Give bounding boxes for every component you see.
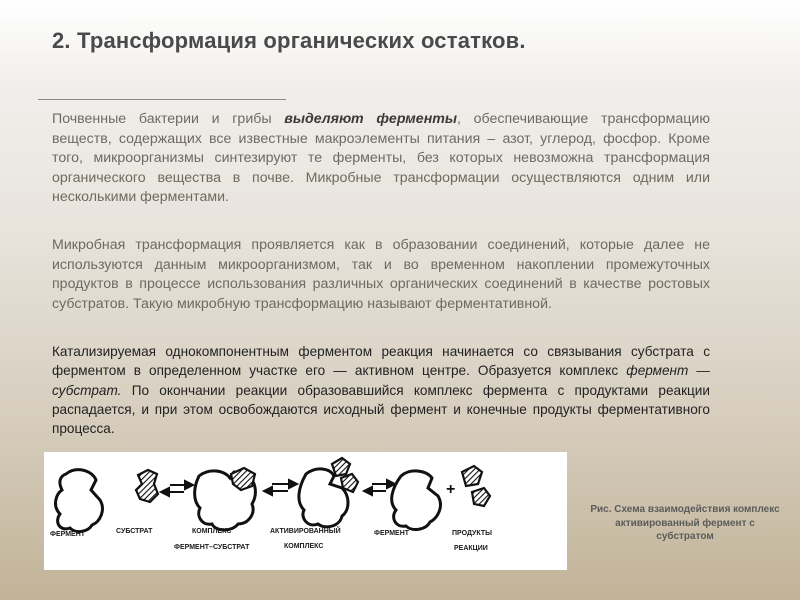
released-enzyme-shape <box>392 471 441 530</box>
activated-product-a <box>332 458 350 476</box>
paragraph-1-end: , обеспечивающие трансформацию веществ, содержащих все известные макроэлементы питания – азот, углерод, фосфор. Кроме того, микроорганизмы синтезируют те ферменты, без которых невозможна трансформация органического вещества в почве. Микробные трансформации осуществляются одним или несколькими ферментами. <box>52 111 711 205</box>
figure-caption: Рис. Схема взаимодействия комплекс активированный фермент с субстратом <box>590 504 780 542</box>
paragraph-3-emphasis: фермент — субстрат. <box>52 363 710 398</box>
diagram-svg <box>44 452 567 570</box>
paragraph-3-end: По окончании реакции образовавшийся комплекс фермента с продуктами реакции распадается, и при этом освобождаются исходный фермент и конечные продукты ферментативного процесса. <box>52 382 710 437</box>
plus-sign: + <box>446 481 456 498</box>
paragraph-2: Микробная трансформация проявляется как в образовании соединений, которые далее не используются данным микроорганизмом, так и во временном накоплении промежуточных продуктов в процессе использования различных органических соединений в качестве ростовых субстратов. Такую микробную трансформацию называют ферментативной. <box>52 237 710 312</box>
reversible-arrow-1 <box>161 481 193 496</box>
paragraph-1-start: Почвенные бактерии и грибы <box>52 111 285 127</box>
product-a-shape <box>462 466 482 486</box>
reversible-arrow-3 <box>364 480 395 495</box>
label-complex-line2: ФЕРМЕНТ–СУБСТРАТ <box>174 544 250 551</box>
label-enzyme: ФЕРМЕНТ <box>50 531 86 538</box>
label-products-line2: РЕАКЦИИ <box>454 545 488 552</box>
enzyme-substrate-diagram <box>44 452 567 570</box>
reversible-arrow-2 <box>264 480 297 495</box>
product-b-shape <box>472 488 490 506</box>
paragraph-3-start: Катализируемая однокомпонентным ферментом реакция начинается со связывания субстрата с ферментом в определенном участке его — активном центре. Образуется комплекс <box>52 344 710 379</box>
label-enzyme-released: ФЕРМЕНТ <box>374 530 410 537</box>
page-title: 2. Трансформация органических остатков. <box>52 28 526 53</box>
label-complex-line1: КОМПЛЕКС <box>192 528 232 535</box>
paragraph-1 <box>52 110 710 208</box>
paragraph-3 <box>52 342 710 438</box>
label-activated-line1: АКТИВИРОВАННЫЙ <box>270 528 341 535</box>
label-activated-line2: КОМПЛЕКС <box>284 543 324 550</box>
substrate-shape <box>136 470 158 502</box>
enzyme-shape <box>56 470 103 532</box>
title-divider <box>38 99 286 100</box>
paragraph-1-emphasis: выделяют ферменты <box>284 111 457 127</box>
label-products-line1: ПРОДУКТЫ <box>452 530 492 537</box>
activated-product-b <box>341 474 358 492</box>
label-substrate: СУБСТРАТ <box>116 528 153 535</box>
